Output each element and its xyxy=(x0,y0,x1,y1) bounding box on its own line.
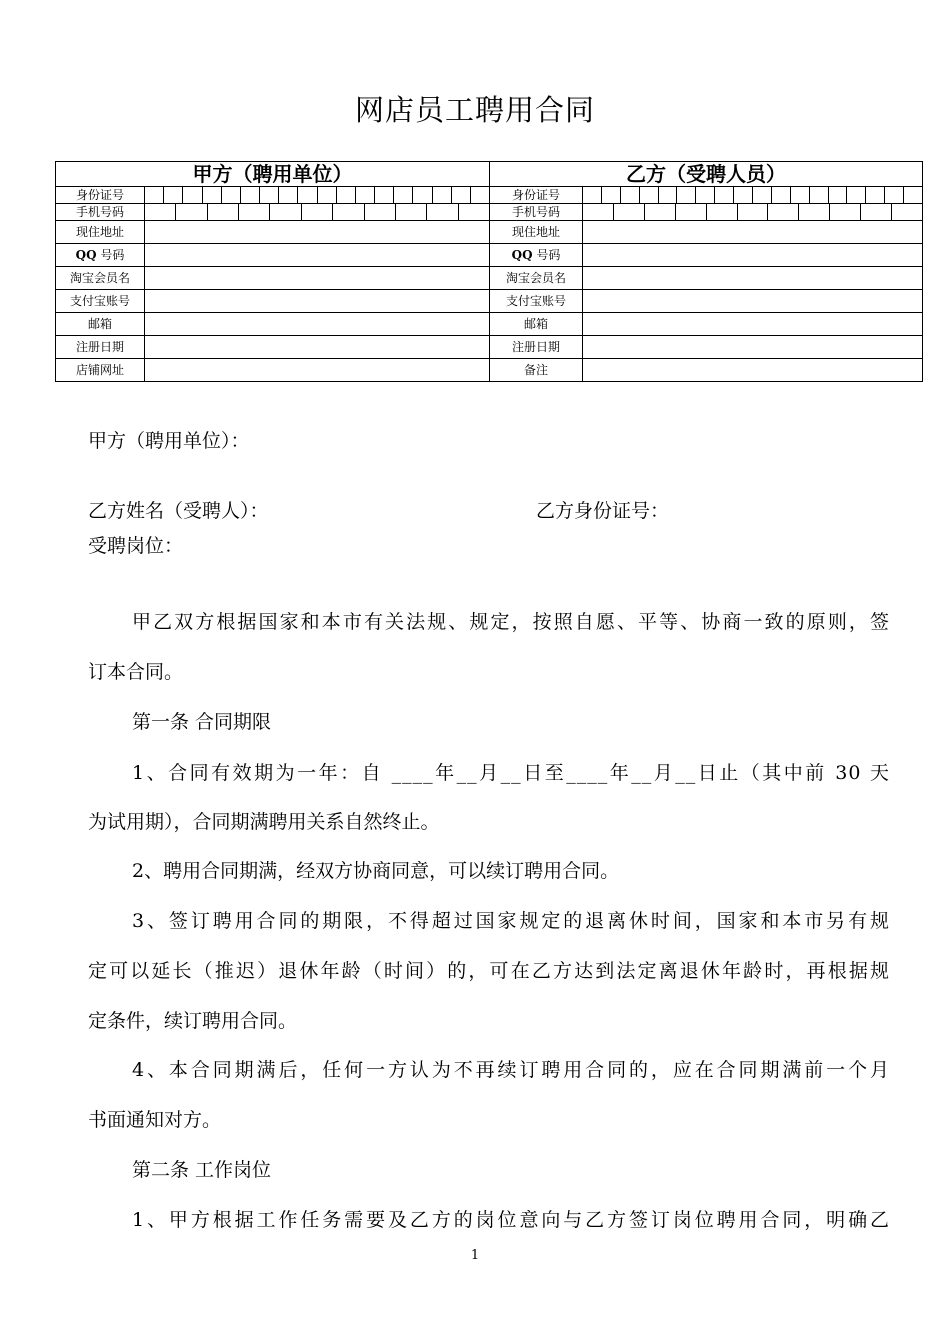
digit-box[interactable] xyxy=(298,187,317,203)
intro-line-2: 订本合同。 xyxy=(88,661,184,683)
digit-box[interactable] xyxy=(394,187,413,203)
party-b-alipay-label: 支付宝账号 xyxy=(490,290,583,313)
position-label: 受聘岗位： xyxy=(88,535,184,557)
digit-box[interactable] xyxy=(602,187,621,203)
party-a-phone-label: 手机号码 xyxy=(56,204,145,221)
party-a-taobao-field[interactable] xyxy=(145,267,490,290)
a1-p2: 2、聘用合同期满，经双方协商同意，可以续订聘用合同。 xyxy=(132,860,620,882)
party-a-label: 甲方（聘用单位）： xyxy=(88,430,250,452)
party-b-email-field[interactable] xyxy=(583,313,923,336)
digit-box[interactable] xyxy=(892,204,922,220)
a1-p3-line-1: 3、签订聘用合同的期限，不得超过国家规定的退离休时间，国家和本市另有规 xyxy=(132,910,890,932)
digit-box[interactable] xyxy=(768,204,799,220)
party-b-id-boxes[interactable] xyxy=(583,187,923,204)
digit-box[interactable] xyxy=(318,187,337,203)
digit-box[interactable] xyxy=(239,204,270,220)
party-b-taobao-field[interactable] xyxy=(583,267,923,290)
digit-box[interactable] xyxy=(459,204,489,220)
party-b-alipay-field[interactable] xyxy=(583,290,923,313)
digit-box[interactable] xyxy=(583,204,614,220)
digit-box[interactable] xyxy=(830,204,861,220)
document-title: 网店员工聘用合同 xyxy=(354,93,595,127)
digit-box[interactable] xyxy=(222,187,241,203)
party-b-regdate-label: 注册日期 xyxy=(490,336,583,359)
digit-box[interactable] xyxy=(396,204,427,220)
article-1-title: 第一条 合同期限 xyxy=(132,711,272,733)
party-b-id-label: 身份证号 xyxy=(490,187,583,204)
digit-box[interactable] xyxy=(659,187,678,203)
digit-box[interactable] xyxy=(799,204,830,220)
a1-p4-line-2: 书面通知对方。 xyxy=(88,1109,222,1131)
intro-line-1: 甲乙双方根据国家和本市有关法规、规定，按照自愿、平等、协商一致的原则，签 xyxy=(132,611,890,633)
digit-box[interactable] xyxy=(829,187,848,203)
party-b-remarks-label: 备注 xyxy=(490,359,583,382)
party-b-regdate-field[interactable] xyxy=(583,336,923,359)
digit-box[interactable] xyxy=(270,204,301,220)
digit-box[interactable] xyxy=(772,187,791,203)
party-a-qq-field[interactable] xyxy=(145,244,490,267)
party-b-qq-field[interactable] xyxy=(583,244,923,267)
party-a-id-label: 身份证号 xyxy=(56,187,145,204)
page-number: 1 xyxy=(470,1248,480,1263)
party-a-address-field[interactable] xyxy=(145,221,490,244)
digit-box[interactable] xyxy=(676,204,707,220)
digit-box[interactable] xyxy=(260,187,279,203)
digit-box[interactable] xyxy=(640,187,659,203)
party-a-taobao-label: 淘宝会员名 xyxy=(56,267,145,290)
digit-box[interactable] xyxy=(433,187,452,203)
digit-box[interactable] xyxy=(645,204,676,220)
digit-box[interactable] xyxy=(452,187,471,203)
digit-box[interactable] xyxy=(583,187,602,203)
a1-p3-line-2: 定可以延长（推迟）退休年龄（时间）的，可在乙方达到法定离退休年龄时，再根据规 xyxy=(88,960,890,982)
party-a-id-boxes[interactable] xyxy=(145,187,490,204)
party-a-email-label: 邮箱 xyxy=(56,313,145,336)
digit-box[interactable] xyxy=(427,204,458,220)
party-a-address-label: 现住地址 xyxy=(56,221,145,244)
digit-box[interactable] xyxy=(810,187,829,203)
party-b-taobao-label: 淘宝会员名 xyxy=(490,267,583,290)
party-b-header: 乙方（受聘人员） xyxy=(490,162,923,187)
digit-box[interactable] xyxy=(738,204,769,220)
party-b-address-label: 现住地址 xyxy=(490,221,583,244)
digit-box[interactable] xyxy=(337,187,356,203)
party-a-email-field[interactable] xyxy=(145,313,490,336)
digit-box[interactable] xyxy=(734,187,753,203)
party-a-phone-boxes[interactable] xyxy=(145,204,490,221)
digit-box[interactable] xyxy=(861,204,892,220)
party-b-id-label: 乙方身份证号： xyxy=(536,500,670,522)
digit-box[interactable] xyxy=(715,187,734,203)
digit-box[interactable] xyxy=(279,187,298,203)
party-b-qq-label: QQ 号码 xyxy=(490,244,583,267)
digit-box[interactable] xyxy=(753,187,772,203)
party-a-alipay-field[interactable] xyxy=(145,290,490,313)
info-table xyxy=(55,161,923,382)
digit-box[interactable] xyxy=(333,204,364,220)
digit-box[interactable] xyxy=(866,187,885,203)
article-2-title: 第二条 工作岗位 xyxy=(132,1159,272,1181)
digit-box[interactable] xyxy=(203,187,222,203)
party-b-address-field[interactable] xyxy=(583,221,923,244)
digit-box[interactable] xyxy=(696,187,715,203)
digit-box[interactable] xyxy=(145,204,176,220)
digit-box[interactable] xyxy=(791,187,810,203)
party-a-header: 甲方（聘用单位） xyxy=(56,162,490,187)
a1-p1-line-2: 为试用期），合同期满聘用关系自然终止。 xyxy=(88,811,440,833)
party-b-email-label: 邮箱 xyxy=(490,313,583,336)
a1-p3-line-3: 定条件，续订聘用合同。 xyxy=(88,1010,298,1032)
digit-box[interactable] xyxy=(707,204,738,220)
digit-box[interactable] xyxy=(614,204,645,220)
digit-box[interactable] xyxy=(904,187,922,203)
digit-box[interactable] xyxy=(847,187,866,203)
digit-box[interactable] xyxy=(145,187,164,203)
digit-box[interactable] xyxy=(365,204,396,220)
digit-box[interactable] xyxy=(375,187,394,203)
a1-p4-line-1: 4、本合同期满后，任何一方认为不再续订聘用合同的，应在合同期满前一个月 xyxy=(132,1059,890,1081)
party-b-remarks-field[interactable] xyxy=(583,359,923,382)
digit-box[interactable] xyxy=(356,187,375,203)
digit-box[interactable] xyxy=(164,187,183,203)
party-b-phone-label: 手机号码 xyxy=(490,204,583,221)
digit-box[interactable] xyxy=(176,204,207,220)
a2-p1-line-1: 1、甲方根据工作任务需要及乙方的岗位意向与乙方签订岗位聘用合同，明确乙 xyxy=(132,1209,890,1231)
digit-box[interactable] xyxy=(241,187,260,203)
party-a-qq-label: QQ 号码 xyxy=(56,244,145,267)
digit-box[interactable] xyxy=(413,187,432,203)
party-a-alipay-label: 支付宝账号 xyxy=(56,290,145,313)
party-a-shop-url-field[interactable] xyxy=(145,359,490,382)
party-b-name-label: 乙方姓名（受聘人）： xyxy=(88,500,269,522)
digit-box[interactable] xyxy=(302,204,333,220)
digit-box[interactable] xyxy=(183,187,202,203)
party-b-phone-boxes[interactable] xyxy=(583,204,923,221)
digit-box[interactable] xyxy=(208,204,239,220)
party-a-shop-url-label: 店铺网址 xyxy=(56,359,145,382)
party-a-regdate-label: 注册日期 xyxy=(56,336,145,359)
digit-box[interactable] xyxy=(471,187,489,203)
digit-box[interactable] xyxy=(885,187,904,203)
party-a-regdate-field[interactable] xyxy=(145,336,490,359)
digit-box[interactable] xyxy=(621,187,640,203)
a1-p1-line-1: 1、合同有效期为一年：自 ____年__月__日至____年__月__日止（其中前 30 天 xyxy=(132,762,890,784)
digit-box[interactable] xyxy=(677,187,696,203)
